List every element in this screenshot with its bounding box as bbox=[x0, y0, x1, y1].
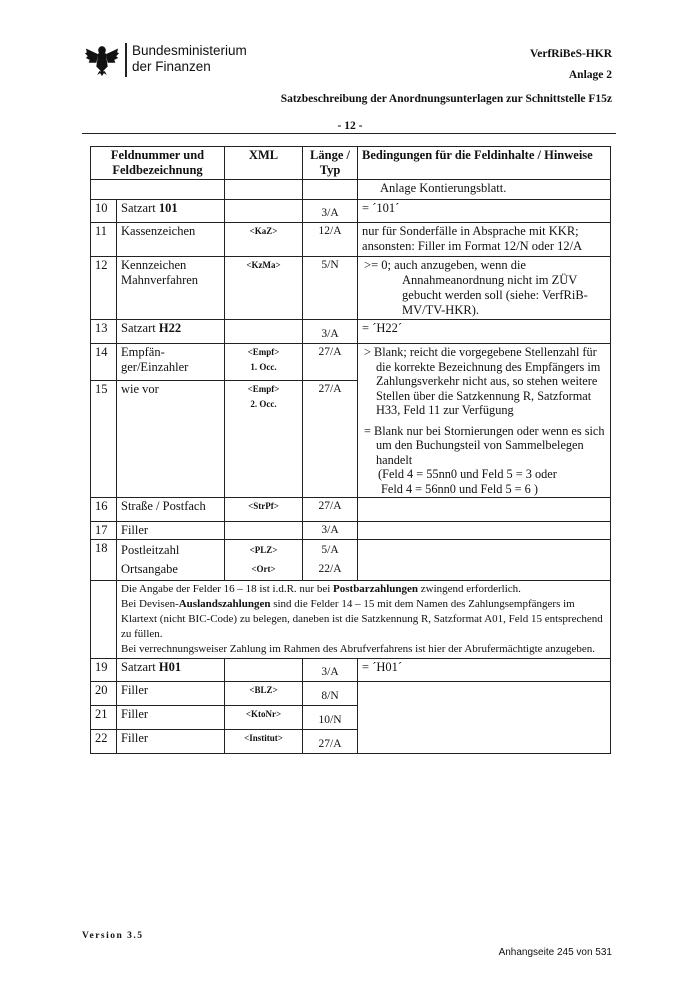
field-name bbox=[117, 257, 225, 320]
ministry-name bbox=[132, 43, 247, 75]
xml-tag bbox=[225, 540, 303, 581]
note-bold-part: Postbarzahlungen bbox=[333, 583, 418, 595]
field-number: 12 bbox=[91, 257, 117, 320]
cont-condition: Anlage Kontierungsblatt. bbox=[358, 180, 611, 200]
field-number: 15 bbox=[91, 381, 117, 498]
note-line-3: Bei verrechnungsweiser Zahlung im Rahmen des Abrufverfahrens ist hier der Abrufermächtigte anzugeben. bbox=[121, 643, 596, 655]
note-text bbox=[117, 581, 611, 659]
condition-blank-gt: > Blank; reicht die vorgegebene Stellenzahl für die korrekte Bezeichnung des Empfängers im Zahlungsverkehr nicht aus, so stehen weitere Stellen über die Satzkennung R, Satzformat H33, Feld 11 zur Verfügung bbox=[364, 345, 601, 417]
field-number: 10 bbox=[91, 200, 117, 223]
condition-field-case-1: (Feld 4 = 55nn0 und Feld 5 = 3 oder bbox=[378, 467, 557, 481]
field-length: 10/N bbox=[303, 706, 358, 730]
condition-field-case-2: Feld 4 = 56nn0 und Feld 5 = 6 ) bbox=[381, 481, 539, 496]
field-number: 16 bbox=[91, 498, 117, 522]
condition-empty bbox=[358, 522, 611, 540]
xml-empty bbox=[225, 659, 303, 682]
table-row-14 bbox=[91, 344, 611, 381]
field-name-bold: H01 bbox=[158, 660, 182, 674]
table-row-20 bbox=[91, 682, 611, 706]
field-number: 17 bbox=[91, 522, 117, 540]
xml-tag-name: <PLZ> bbox=[249, 545, 278, 555]
condition-line: nur für Sonderfälle in Absprache mit KKR; bbox=[362, 224, 579, 238]
condition-empty bbox=[358, 540, 611, 581]
field-length: 3/A bbox=[303, 200, 358, 223]
record-description-table bbox=[90, 146, 611, 754]
note-text-part: zwingend erforderlich. bbox=[418, 583, 521, 595]
note-line-2 bbox=[121, 597, 606, 642]
field-condition bbox=[358, 223, 611, 257]
xml-tag: <Institut> bbox=[225, 730, 303, 754]
field-name-line: Kennzeichen bbox=[121, 258, 187, 272]
field-name-text: Satzart bbox=[121, 660, 159, 674]
field-name-bold: H22 bbox=[158, 321, 182, 335]
col-header-xml: XML bbox=[225, 147, 303, 180]
col-header-field-line2: Feldbezeichnung bbox=[112, 163, 203, 177]
page-info: Anhangseite 245 von 531 bbox=[498, 947, 612, 958]
field-number: 14 bbox=[91, 344, 117, 381]
field-name-line: Empfän- bbox=[121, 345, 165, 359]
field-length: 3/A bbox=[303, 659, 358, 682]
xml-empty bbox=[225, 522, 303, 540]
field-name bbox=[117, 320, 225, 344]
field-length: 27/A bbox=[303, 498, 358, 522]
field-length-line: 22/A bbox=[318, 563, 342, 575]
field-name: Filler bbox=[117, 522, 225, 540]
condition-empty bbox=[358, 682, 611, 754]
annex-label: Anlage 2 bbox=[568, 69, 612, 81]
col-header-length bbox=[303, 147, 358, 180]
field-name-text: Satzart bbox=[121, 201, 159, 215]
xml-tag-name: <Empf> bbox=[247, 384, 280, 395]
page-number: - 12 - bbox=[337, 120, 363, 132]
field-name bbox=[117, 344, 225, 381]
table-row-10 bbox=[91, 200, 611, 223]
field-name-line: Postleitzahl bbox=[121, 543, 180, 557]
field-name-line: Mahnverfahren bbox=[121, 273, 199, 287]
col-header-length-line2: Typ bbox=[319, 163, 341, 177]
xml-tag bbox=[225, 381, 303, 498]
field-number: 19 bbox=[91, 659, 117, 682]
condition-text: >= 0; auch anzugeben, wenn die Annahmeanordnung nicht im ZÜV gebucht werden soll (siehe: VerfRiB-MV/TV-HKR). bbox=[364, 258, 588, 317]
field-name bbox=[117, 200, 225, 223]
col-header-conditions: Bedingungen für die Feldinhalte / Hinweise bbox=[358, 147, 611, 180]
xml-empty bbox=[225, 200, 303, 223]
xml-empty bbox=[225, 320, 303, 344]
table-row-11 bbox=[91, 223, 611, 257]
doc-title: VerfRiBeS-HKR bbox=[530, 48, 612, 60]
col-header-field-line1: Feldnummer und bbox=[110, 148, 205, 162]
table-row-13 bbox=[91, 320, 611, 344]
field-number: 20 bbox=[91, 682, 117, 706]
field-condition: = ´H22´ bbox=[358, 320, 611, 344]
ministry-line-1: Bundesministerium bbox=[132, 43, 247, 58]
ministry-line-2: der Finanzen bbox=[132, 59, 211, 74]
field-length: 27/A bbox=[303, 381, 358, 498]
version-label: Version 3.5 bbox=[82, 931, 144, 941]
xml-tag: <KzMa> bbox=[225, 257, 303, 320]
field-length-line: 5/A bbox=[321, 544, 339, 556]
field-number: 13 bbox=[91, 320, 117, 344]
field-length: 5/N bbox=[303, 257, 358, 320]
field-name: Filler bbox=[117, 706, 225, 730]
note-bold-part: Auslandszahlungen bbox=[178, 598, 271, 610]
field-number: 18 bbox=[91, 540, 117, 581]
field-name: wie vor bbox=[117, 381, 225, 498]
field-name-line: ger/Einzahler bbox=[121, 360, 189, 374]
field-length: 3/A bbox=[303, 522, 358, 540]
cont-empty-field bbox=[91, 180, 225, 200]
col-header-length-line1: Länge / bbox=[310, 148, 350, 162]
federal-eagle-logo bbox=[83, 40, 121, 76]
field-name: Filler bbox=[117, 682, 225, 706]
field-name: Straße / Postfach bbox=[117, 498, 225, 522]
cont-empty-len bbox=[303, 180, 358, 200]
field-name-line: Ortsangabe bbox=[121, 562, 178, 576]
note-text-part: sind die Felder 14 – 15 mit dem Namen des Zahlungsempfängers im Klartext (nicht BIC-Code) zu belegen, daneben ist die Satzkennung R, Satzformat A01, Feld 15 entsprechend zu füllen. bbox=[121, 598, 603, 640]
xml-tag: <StrPf> bbox=[225, 498, 303, 522]
xml-tag-name: <Ort> bbox=[251, 564, 276, 574]
table-row-16 bbox=[91, 498, 611, 522]
xml-tag-name: <Empf> bbox=[247, 347, 280, 357]
field-number: 21 bbox=[91, 706, 117, 730]
field-name-text: Satzart bbox=[121, 321, 159, 335]
table-row-19 bbox=[91, 659, 611, 682]
field-condition: = ´101´ bbox=[358, 200, 611, 223]
xml-occurrence: 1. Occ. bbox=[250, 362, 277, 372]
condition-empty bbox=[358, 498, 611, 522]
field-length bbox=[303, 540, 358, 581]
note-text-part: Bei Devisen- bbox=[121, 598, 179, 610]
cont-empty-xml bbox=[225, 180, 303, 200]
note-text-part: Die Angabe der Felder 16 – 18 ist i.d.R. nur bei bbox=[121, 583, 334, 595]
field-length: 3/A bbox=[303, 320, 358, 344]
table-row-17 bbox=[91, 522, 611, 540]
table-row-continuation bbox=[91, 180, 611, 200]
table-row-note bbox=[91, 581, 611, 659]
field-condition-14-15 bbox=[358, 344, 611, 498]
note-empty-cell bbox=[91, 581, 117, 659]
xml-tag: <BLZ> bbox=[225, 682, 303, 706]
xml-tag: <KaZ> bbox=[225, 223, 303, 257]
logo-divider bbox=[125, 43, 127, 77]
field-name-bold: 101 bbox=[158, 201, 178, 215]
field-name bbox=[117, 540, 225, 581]
doc-subtitle: Satzbeschreibung der Anordnungsunterlagen zur Schnittstelle F15z bbox=[280, 93, 612, 105]
xml-tag: <KtoNr> bbox=[225, 706, 303, 730]
field-number: 11 bbox=[91, 223, 117, 257]
field-name: Filler bbox=[117, 730, 225, 754]
condition-blank-eq: = Blank nur bei Stornierungen oder wenn es sich um den Buchungsteil von Sammelbelegen handelt bbox=[364, 423, 605, 467]
table-header-row bbox=[91, 147, 611, 180]
field-length: 12/A bbox=[303, 223, 358, 257]
condition-line: ansonsten: Filler im Format 12/N oder 12/A bbox=[362, 239, 583, 253]
field-length: 27/A bbox=[303, 344, 358, 381]
field-length: 8/N bbox=[303, 682, 358, 706]
field-condition bbox=[358, 257, 611, 320]
xml-tag bbox=[225, 344, 303, 381]
field-name bbox=[117, 659, 225, 682]
field-length: 27/A bbox=[303, 730, 358, 754]
table-row-12 bbox=[91, 257, 611, 320]
field-condition: = ´H01´ bbox=[358, 659, 611, 682]
header-rule bbox=[82, 133, 616, 134]
field-name: Kassenzeichen bbox=[117, 223, 225, 257]
table-row-18 bbox=[91, 540, 611, 581]
field-number: 22 bbox=[91, 730, 117, 754]
col-header-field bbox=[91, 147, 225, 180]
note-line-1 bbox=[121, 582, 606, 597]
xml-occurrence: 2. Occ. bbox=[250, 399, 277, 410]
